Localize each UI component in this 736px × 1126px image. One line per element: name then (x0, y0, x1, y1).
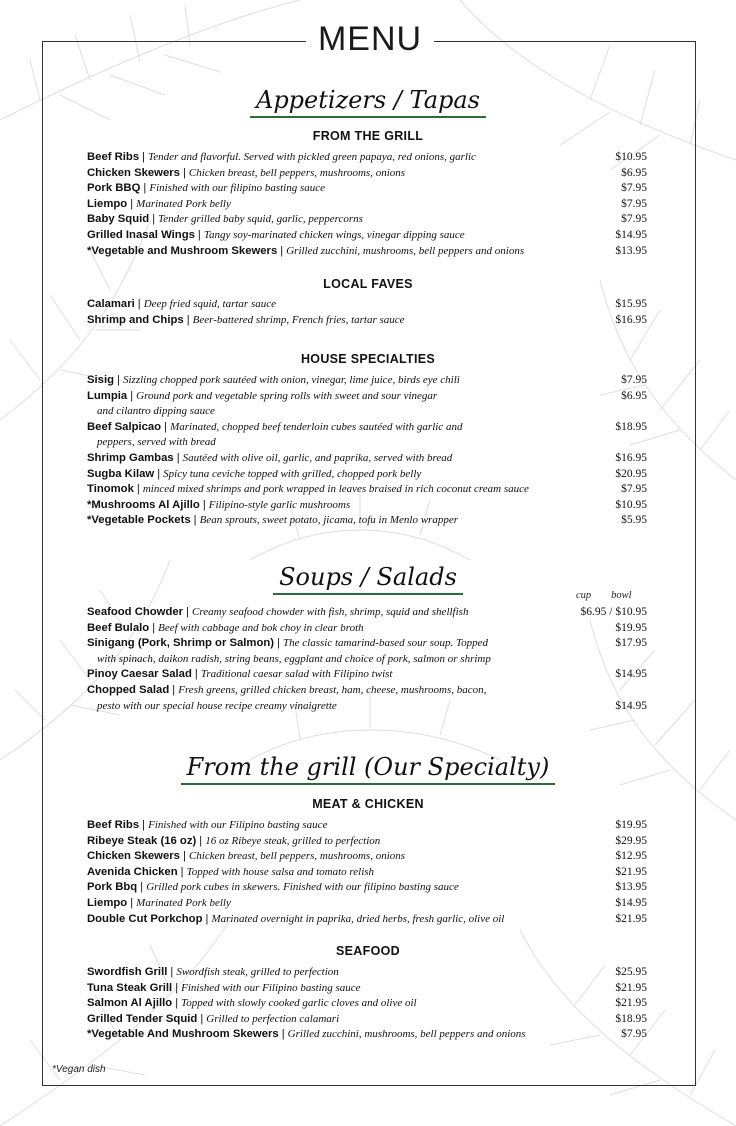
menu-item-name: Chicken Skewers (87, 166, 180, 179)
menu-item-name: Grilled Inasal Wings (87, 229, 195, 241)
meat-chicken-subheading: MEAT & CHICKEN (312, 797, 424, 811)
menu-item-description: Topped with house salsa and tomato relish (186, 865, 375, 878)
menu-item-description: Grilled pork cubes in skewers. Finished with our filipino basting sauce (146, 881, 459, 894)
menu-item-name: Sugba Kilaw (87, 467, 155, 480)
menu-item-name: Beef Ribs (87, 819, 140, 831)
house-specialties-subheading: HOUSE SPECIALTIES (300, 352, 436, 366)
menu-item (87, 498, 647, 514)
menu-item-description: Sizzling chopped pork sautéed with onion, vinegar, lime juice, birds eye chili (122, 374, 460, 386)
menu-item-price: $19.95 (615, 819, 647, 831)
menu-item-price: $17.95 (615, 637, 647, 650)
menu-item-name: Pinoy Caesar Salad (87, 668, 192, 681)
menu-item-description: Deep fried squid, tartar sauce (143, 298, 277, 310)
menu-item-name: Beef Ribs (87, 151, 140, 163)
menu-item-name: Chopped Salad (87, 684, 170, 696)
separator: | (277, 244, 287, 257)
menu-item-name: Swordfish Grill (87, 966, 168, 978)
menu-item-description: Grilled zucchini, mushrooms, bell peppers and onions (287, 1028, 526, 1041)
menu-item (87, 313, 647, 329)
menu-item-price: $15.95 (615, 298, 647, 310)
menu-item (87, 482, 647, 498)
menu-item-price: $7.95 (621, 374, 647, 386)
separator: | (196, 834, 206, 847)
menu-item-description: Grilled to perfection calamari (206, 1012, 340, 1025)
separator: | (133, 483, 143, 496)
menu-item-name: Liempo (87, 897, 128, 909)
menu-item-price: $10.95 (615, 498, 647, 511)
separator: | (161, 420, 171, 433)
separator: | (139, 151, 149, 163)
menu-item-description: Ground pork and vegetable spring rolls with sweet and sour vinegar (136, 389, 438, 402)
seafood-subheading: SEAFOOD (336, 944, 400, 958)
menu-item-description: Sautéed with olive oil, garlic, and paprika, served with bread (182, 452, 453, 464)
menu-item-description: Tangy soy-marinated chicken wings, vinegar dipping sauce (203, 229, 465, 241)
menu-item (87, 389, 647, 420)
menu-item-price: $20.95 (615, 467, 647, 480)
menu-item-description: Beer-battered shrimp, French fries, tartar sauce (192, 313, 405, 326)
menu-item (87, 297, 647, 313)
menu-item-price: $21.95 (615, 997, 647, 1010)
menu-item (87, 965, 647, 981)
menu-item-price: $18.95 (615, 420, 647, 433)
menu-item-description: Traditional caesar salad with Filipino twist (200, 668, 393, 681)
menu-item-price: $14.95 (615, 229, 647, 241)
separator: | (154, 467, 164, 480)
menu-item-price: $7.95 (621, 1028, 647, 1041)
menu-item-price: $7.95 (621, 182, 647, 195)
separator: | (114, 374, 123, 386)
menu-item-name: *Vegetable And Mushroom Skewers (87, 1028, 279, 1041)
menu-item-name: Beef Salpicao (87, 420, 162, 433)
menu-item (87, 880, 647, 896)
menu-item-name: Tinomok (87, 483, 134, 496)
menu-item-description: Chicken breast, bell peppers, mushrooms, onions (188, 166, 406, 179)
separator: | (173, 452, 183, 464)
separator: | (127, 897, 137, 909)
menu-item (87, 228, 647, 244)
separator: | (191, 668, 201, 681)
separator: | (127, 389, 137, 402)
bowl-label: bowl (611, 590, 632, 601)
menu-item-price: $14.95 (615, 668, 647, 681)
separator: | (134, 298, 144, 310)
separator: | (167, 966, 177, 978)
menu-item-name: *Vegetable and Mushroom Skewers (87, 244, 278, 257)
menu-item-price: $16.95 (615, 313, 647, 326)
menu-item-name: Pork Bbq (87, 881, 138, 894)
menu-item-description: Marinated overnight in paprika, dried herbs, fresh garlic, olive oil (211, 912, 505, 925)
menu-item (87, 818, 647, 834)
menu-item-name: Shrimp and Chips (87, 313, 184, 326)
menu-item (87, 1027, 647, 1043)
menu-item (87, 166, 647, 182)
menu-item-description: Creamy seafood chowder with fish, shrimp, squid and shellfish (192, 606, 469, 618)
separator: | (190, 514, 200, 527)
menu-item-price: $19.95 (615, 621, 647, 634)
separator: | (183, 606, 193, 618)
menu-item-description: Finished with our filipino basting sauce (149, 182, 326, 195)
menu-item-name: Chicken Skewers (87, 850, 180, 863)
menu-item-name: Baby Squid (87, 213, 150, 226)
menu-item-name: Salmon Al Ajillo (87, 997, 173, 1010)
separator: | (139, 819, 149, 831)
menu-item (87, 197, 647, 213)
menu-item-description: Beef with cabbage and bok choy in clear broth (158, 621, 364, 634)
menu-item-description: Fresh greens, grilled chicken breast, ham, cheese, mushrooms, bacon, (178, 684, 487, 696)
cup-label: cup (576, 590, 592, 601)
menu-item (87, 244, 647, 260)
menu-title: MENU (317, 20, 423, 58)
menu-item-name: Calamari (87, 298, 135, 310)
menu-item-name: Double Cut Porkchop (87, 912, 203, 925)
menu-item (87, 981, 647, 997)
menu-item-price: $29.95 (615, 834, 647, 847)
menu-item-name: Grilled Tender Squid (87, 1012, 198, 1025)
menu-item (87, 667, 647, 683)
grill-heading (0, 753, 736, 785)
menu-item (87, 834, 647, 850)
menu-item-description: Tender and flavorful. Served with pickled green papaya, red onions, garlic (148, 151, 476, 163)
menu-item-description: The classic tamarind-based sour soup. Topped (283, 637, 488, 650)
menu-item-price: $7.95 (621, 197, 647, 210)
menu-item-price: $6.95 / $10.95 (580, 606, 647, 618)
menu-item-description: Topped with slowly cooked garlic cloves and olive oil (181, 997, 417, 1010)
menu-item-description: Marinated Pork belly (136, 897, 231, 909)
menu-item-description: Filipino-style garlic mushrooms (208, 498, 351, 511)
menu-border-top-right (434, 41, 696, 42)
separator: | (172, 997, 182, 1010)
menu-item-name: *Mushrooms Al Ajillo (87, 498, 200, 511)
separator: | (177, 865, 187, 878)
menu-item (87, 212, 647, 228)
menu-item-description: Marinated, chopped beef tenderloin cubes sautéed with garlic and (170, 420, 463, 433)
separator: | (179, 166, 189, 179)
menu-item-price: $21.95 (615, 865, 647, 878)
separator: | (140, 182, 150, 195)
separator: | (172, 981, 182, 994)
menu-item-name: Tuna Steak Grill (87, 981, 173, 994)
menu-item-price: $21.95 (615, 912, 647, 925)
menu-item (87, 865, 647, 881)
menu-item-description: Finished with our Filipino basting sauce (181, 981, 361, 994)
menu-item-price: $10.95 (615, 151, 647, 163)
menu-item-description: Bean sprouts, sweet potato, jicama, tofu in Menlo wrapper (199, 514, 458, 527)
menu-item-description: Grilled zucchini, mushrooms, bell peppers and onions (286, 244, 525, 257)
menu-item-name: Seafood Chowder (87, 606, 184, 618)
separator: | (137, 881, 147, 894)
separator: | (274, 637, 284, 650)
menu-item-name: Sinigang (Pork, Shrimp or Salmon) (87, 637, 275, 650)
menu-item-price: $14.95 (615, 897, 647, 909)
menu-item-description: Swordfish steak, grilled to perfection (176, 966, 339, 978)
menu-item-price: $12.95 (615, 850, 647, 863)
menu-item-name: Ribeye Steak (16 oz) (87, 834, 197, 847)
menu-border-top-left (42, 41, 306, 42)
menu-item-price: $6.95 (621, 166, 647, 179)
vegan-footnote: *Vegan dish (52, 1064, 106, 1075)
menu-item-description: Tender grilled baby squid, garlic, peppercorns (158, 213, 363, 226)
menu-item-description: Finished with our Filipino basting sauce (148, 819, 328, 831)
menu-item-name: Pork BBQ (87, 182, 141, 195)
menu-item-description-cont: peppers, served with bread (97, 436, 216, 449)
menu-item (87, 683, 647, 714)
menu-item (87, 467, 647, 483)
menu-item (87, 181, 647, 197)
menu-item-name: Liempo (87, 197, 128, 210)
separator: | (194, 229, 204, 241)
menu-item-price: $21.95 (615, 981, 647, 994)
menu-item-description-cont: and cilantro dipping sauce (97, 405, 215, 418)
menu-item-name: Avenida Chicken (87, 865, 178, 878)
grill-heading-text: From the grill (Our Specialty) (181, 753, 556, 785)
menu-item (87, 150, 647, 166)
menu-item-price: $25.95 (615, 966, 647, 978)
menu-item-description: Marinated Pork belly (136, 197, 231, 210)
separator: | (149, 213, 159, 226)
menu-item (87, 849, 647, 865)
menu-item-price: $7.95 (621, 483, 647, 496)
menu-item-price: $13.95 (615, 244, 647, 257)
menu-item-price: $14.95 (615, 699, 647, 712)
menu-item-description: minced mixed shrimps and pork wrapped in leaves braised in rich coconut cream sauce (142, 483, 529, 496)
separator: | (169, 684, 179, 696)
menu-item-price: $6.95 (621, 389, 647, 402)
menu-item-description: Chicken breast, bell peppers, mushrooms, onions (188, 850, 406, 863)
local-faves-subheading: LOCAL FAVES (323, 277, 413, 291)
separator: | (149, 621, 159, 634)
separator: | (127, 197, 137, 210)
menu-item-price: $7.95 (621, 213, 647, 226)
separator: | (197, 1012, 207, 1025)
menu-item (87, 373, 647, 389)
menu-item (87, 912, 647, 928)
menu-item-description: 16 oz Ribeye steak, grilled to perfection (205, 834, 381, 847)
menu-item (87, 451, 647, 467)
menu-item-name: Sisig (87, 374, 114, 386)
menu-item-description-cont: pesto with our special house recipe creamy vinaigrette (97, 699, 337, 712)
menu-item (87, 996, 647, 1012)
soups-heading-text: Soups / Salads (273, 563, 463, 595)
menu-item-price: $5.95 (621, 514, 647, 527)
separator: | (179, 850, 189, 863)
menu-item (87, 513, 647, 529)
menu-item-price: $13.95 (615, 881, 647, 894)
menu-item (87, 605, 647, 621)
menu-item (87, 621, 647, 637)
separator: | (278, 1028, 288, 1041)
cup-bowl-labels (576, 590, 632, 601)
separator: | (183, 313, 193, 326)
menu-item-name: Beef Bulalo (87, 621, 150, 634)
menu-item (87, 896, 647, 912)
menu-item-name: Lumpia (87, 389, 128, 402)
separator: | (199, 498, 209, 511)
menu-item-description-cont: with spinach, daikon radish, string beans, eggplant and choice of pork, salmon or shrimp (97, 652, 491, 665)
appetizers-heading-text: Appetizers / Tapas (250, 86, 486, 118)
menu-item-description: Spicy tuna ceviche topped with grilled, chopped pork belly (163, 467, 422, 480)
menu-item (87, 636, 647, 667)
menu-item-price: $16.95 (615, 452, 647, 464)
separator: | (202, 912, 212, 925)
menu-item (87, 420, 647, 451)
appetizers-heading (0, 86, 736, 118)
menu-item (87, 1012, 647, 1028)
menu-item-name: *Vegetable Pockets (87, 514, 191, 527)
menu-item-name: Shrimp Gambas (87, 452, 174, 464)
menu-item-price: $18.95 (615, 1012, 647, 1025)
from-the-grill-subheading: FROM THE GRILL (312, 129, 424, 143)
